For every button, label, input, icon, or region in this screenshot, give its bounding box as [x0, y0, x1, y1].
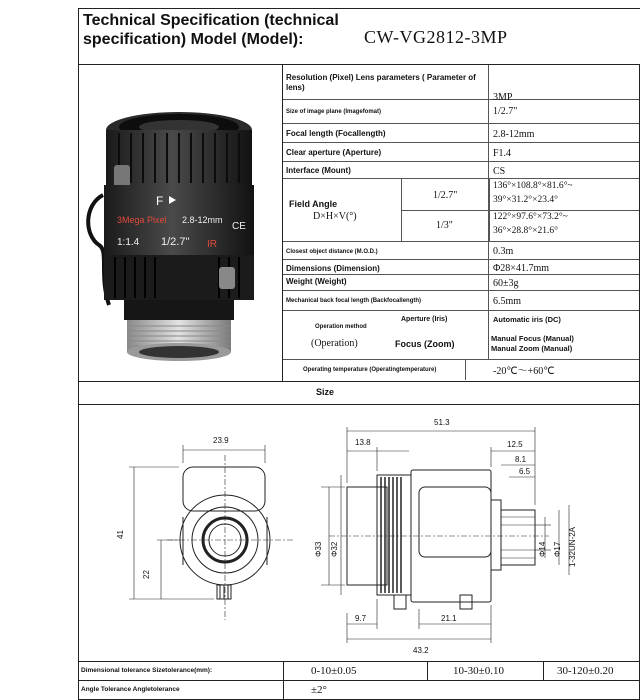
- divider: [402, 210, 639, 211]
- label-dimensions: Dimensions (Dimension): [286, 264, 380, 273]
- side-view-mount: [501, 510, 535, 565]
- size-section-header: [78, 382, 640, 404]
- dim-41: 41: [116, 530, 125, 539]
- label-image-plane: Size of image plane (Imagefomat): [286, 109, 382, 115]
- label-weight: Weight (Weight): [286, 277, 347, 286]
- field-value-2b: 36°×28.8°×21.6°: [493, 226, 558, 236]
- lens-print-megapixel: 3Mega Pixel: [117, 215, 167, 225]
- label-interface: Interface (Mount): [286, 166, 351, 175]
- dim-8-1: 8.1: [515, 455, 527, 464]
- label-mod: Closest object distance (M.O.D.): [286, 249, 378, 255]
- tolerance-size-label: Dimensional tolerance Sizetolerance(mm):: [81, 667, 213, 674]
- row-operation: [283, 311, 639, 360]
- lens-print-aperture: 1:1.4: [117, 237, 140, 248]
- lens-f-mark: F: [156, 194, 164, 208]
- dim-22: 22: [142, 570, 151, 579]
- dim-9-7: 9.7: [355, 614, 367, 623]
- value-dimensions: Φ28×41.7mm: [493, 263, 550, 274]
- divider: [543, 662, 544, 680]
- value-op-temp: -20℃～+60℃: [493, 366, 555, 377]
- lens-print-format: 1/2.7": [161, 236, 190, 248]
- label-clear-aperture: Clear aperture (Aperture): [286, 148, 382, 157]
- field-value-1a: 136°×108.8°×81.6°~: [493, 181, 573, 191]
- label-operation: Operation method: [315, 324, 367, 330]
- dim-thread: 1-32UN-2A: [568, 526, 577, 567]
- dim-23-9: 23.9: [213, 436, 229, 445]
- dim-phi33: Φ33: [314, 541, 323, 557]
- dim-phi14: Φ14: [538, 541, 547, 557]
- row-clear-aperture: [283, 143, 639, 162]
- divider: [283, 681, 284, 699]
- dim-21-1: 21.1: [441, 614, 457, 623]
- tolerance-angle-label: Angle Tolerance Angletolerance: [81, 686, 180, 693]
- lens-photo: [79, 65, 283, 381]
- technical-drawing: [79, 405, 639, 661]
- row-image-plane: [283, 100, 639, 124]
- label-op-temp: Operating temperature (Operatingtemperature): [303, 367, 437, 373]
- row-resolution: [283, 65, 639, 103]
- tolerance-value-3: 30-120±0.20: [557, 665, 614, 677]
- lens-print-ir: IR: [207, 239, 217, 250]
- label-iris: Aperture (Iris): [401, 316, 448, 323]
- dim-phi32: Φ32: [330, 541, 339, 557]
- row-field-angle: [283, 179, 639, 242]
- lens-print-ce: CE: [232, 221, 246, 232]
- title-line-2: specification) Model (Model):: [83, 31, 304, 48]
- value-focus-1: Manual Focus (Manual): [491, 334, 574, 343]
- label-focus: Focus (Zoom): [395, 339, 455, 349]
- dim-12-5: 12.5: [507, 440, 523, 449]
- tolerance-row-angle: [79, 681, 639, 700]
- row-weight: [283, 275, 639, 291]
- dim-43-2: 43.2: [413, 646, 429, 655]
- header: [78, 8, 640, 65]
- tolerance-table: [78, 662, 640, 700]
- value-focal-length: 2.8-12mm: [493, 129, 535, 140]
- spec-table: [78, 64, 640, 382]
- tolerance-angle-value: ±2°: [311, 684, 327, 696]
- divider: [465, 360, 466, 380]
- value-mod: 0.3m: [493, 246, 514, 257]
- row-dimensions: [283, 260, 639, 275]
- row-op-temp: [283, 360, 639, 381]
- label-operation-sub: (Operation): [311, 338, 358, 349]
- label-field-angle-sub: D×H×V(°): [313, 211, 357, 222]
- value-image-plane: 1/2.7": [493, 106, 518, 117]
- lens-print-focal: 2.8-12mm: [182, 215, 223, 225]
- dim-phi17: Φ17: [553, 541, 562, 557]
- field-value-2a: 122°×97.6°×73.2°~: [493, 212, 568, 222]
- value-clear-aperture: F1.4: [493, 148, 512, 159]
- divider: [283, 662, 284, 680]
- row-back-focal: [283, 291, 639, 311]
- row-mod: [283, 242, 639, 260]
- lens-illustration: [79, 65, 282, 381]
- page-title: [83, 11, 353, 49]
- model-number: CW-VG2812-3MP: [364, 27, 508, 47]
- value-weight: 60±3g: [493, 278, 519, 289]
- tolerance-value-2: 10-30±0.10: [453, 665, 504, 677]
- tolerance-row-size: [79, 662, 639, 681]
- tolerance-value-1: 0-10±0.05: [311, 665, 357, 677]
- value-back-focal: 6.5mm: [493, 296, 522, 307]
- field-value-1b: 39°×31.2°×23.4°: [493, 195, 558, 205]
- size-title: Size: [316, 387, 335, 397]
- dim-13-8: 13.8: [355, 438, 371, 447]
- row-focal-length: [283, 124, 639, 143]
- dim-51-3: 51.3: [434, 418, 450, 427]
- divider: [488, 65, 489, 360]
- label-back-focal: Mechanical back focal length (Backfocallength): [286, 298, 422, 304]
- row-interface: [283, 162, 639, 179]
- label-field-angle: Field Angle: [289, 199, 338, 209]
- side-view-focus-ring: [377, 475, 411, 595]
- value-focus-2: Manual Zoom (Manual): [491, 344, 573, 353]
- dimension-drawing: [78, 404, 640, 662]
- dim-6-5: 6.5: [519, 467, 531, 476]
- label-focal-length: Focal length (Focallength): [286, 129, 386, 138]
- field-format-2: 1/3": [436, 220, 453, 231]
- field-format-1: 1/2.7": [433, 190, 458, 201]
- value-resolution: 3MP: [493, 92, 513, 103]
- title-line-1: Technical Specification (technical: [83, 12, 339, 29]
- value-interface: CS: [493, 166, 506, 177]
- value-iris: Automatic iris (DC): [493, 315, 561, 324]
- label-resolution: Resolution (Pixel) Lens parameters ( Parameter of lens): [286, 73, 476, 92]
- divider: [427, 662, 428, 680]
